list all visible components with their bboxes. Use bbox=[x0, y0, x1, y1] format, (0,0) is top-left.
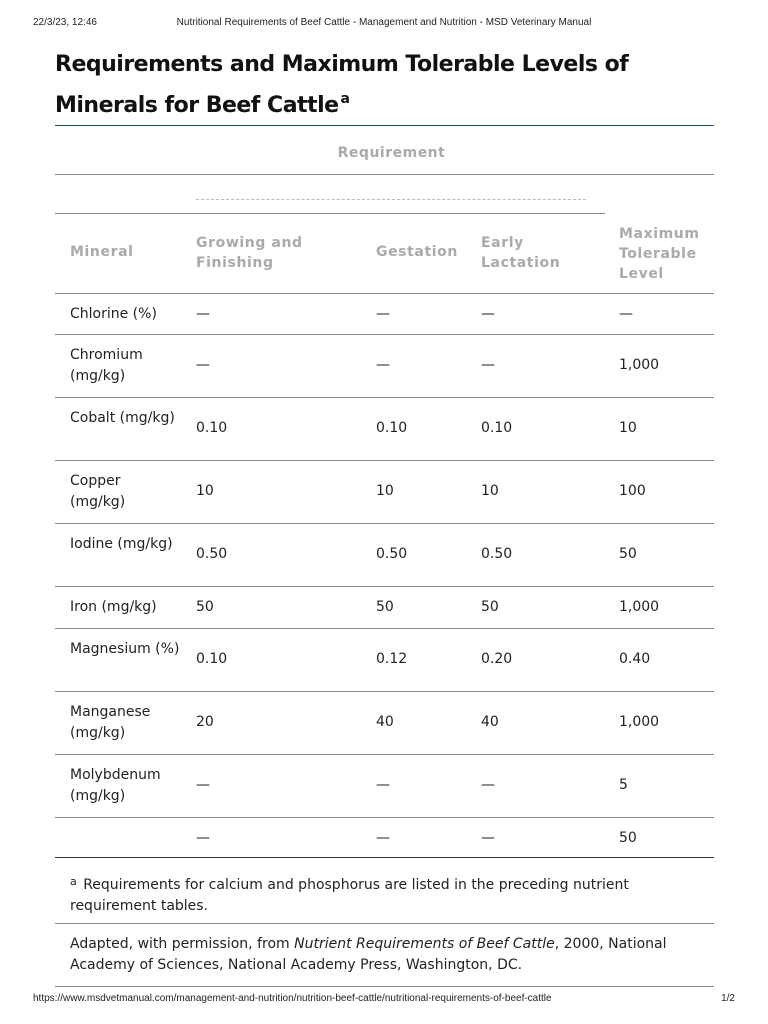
table-rule bbox=[55, 754, 714, 755]
page-number: 1/2 bbox=[721, 993, 735, 1004]
cell-gestation: 40 bbox=[376, 714, 394, 730]
table-rule bbox=[55, 397, 714, 398]
table-rule bbox=[55, 174, 714, 175]
cell-max-tolerable: — bbox=[619, 306, 633, 322]
print-footer bbox=[33, 993, 735, 1007]
header-max-tolerable-level: Maximum Tolerable Level bbox=[619, 226, 700, 282]
cell-early-lactation: 40 bbox=[481, 714, 499, 730]
cell-early-lactation: 50 bbox=[481, 599, 499, 615]
print-header bbox=[33, 17, 735, 31]
title-text: Requirements and Maximum Tolerable Levels of Minerals for Beef Cattle bbox=[55, 52, 629, 118]
cell-mineral: Chromium (mg/kg) bbox=[70, 347, 143, 384]
cell-early-lactation: 10 bbox=[481, 483, 499, 499]
cell-max-tolerable: 1,000 bbox=[619, 714, 660, 730]
group-dashed-divider bbox=[196, 199, 586, 200]
print-url: https://www.msdvetmanual.com/management-and-nutrition/nutrition-beef-cattle/nutritional-requirements-of-beef-cattle bbox=[33, 993, 552, 1004]
cell-max-tolerable: 1,000 bbox=[619, 357, 660, 373]
cell-gestation: 0.50 bbox=[376, 546, 408, 562]
cell-early-lactation: — bbox=[481, 306, 495, 322]
title-divider bbox=[55, 125, 714, 126]
footnote-rule bbox=[55, 923, 714, 924]
cell-max-tolerable: 50 bbox=[619, 546, 637, 562]
cell-mineral: Chlorine (%) bbox=[70, 306, 157, 322]
header-early-lactation: Early Lactation bbox=[481, 235, 561, 271]
cell-early-lactation: 0.10 bbox=[481, 420, 513, 436]
footnote-marker: a bbox=[70, 875, 77, 888]
table-rule bbox=[55, 334, 714, 335]
cell-early-lactation: 0.20 bbox=[481, 651, 513, 667]
cell-max-tolerable: 5 bbox=[619, 777, 628, 793]
cell-growing: 0.10 bbox=[196, 651, 228, 667]
table-rule bbox=[55, 293, 714, 294]
cell-mineral: Iodine (mg/kg) bbox=[70, 536, 173, 552]
cell-gestation: — bbox=[376, 830, 390, 846]
table-rule bbox=[55, 213, 605, 214]
table-rule bbox=[55, 817, 714, 818]
cell-growing: 10 bbox=[196, 483, 214, 499]
header-mineral: Mineral bbox=[70, 244, 134, 260]
footnote-text: Requirements for calcium and phosphorus are listed in the preceding nutrient requirement tables. bbox=[70, 877, 629, 914]
cell-early-lactation: 0.50 bbox=[481, 546, 513, 562]
cell-max-tolerable: 100 bbox=[619, 483, 646, 499]
page-title bbox=[55, 47, 715, 123]
table-rule bbox=[55, 586, 714, 587]
cell-growing: 0.50 bbox=[196, 546, 228, 562]
cell-early-lactation: — bbox=[481, 830, 495, 846]
cell-growing: — bbox=[196, 777, 210, 793]
cell-mineral: Molybdenum (mg/kg) bbox=[70, 767, 161, 804]
cell-growing: 0.10 bbox=[196, 420, 228, 436]
cell-max-tolerable: 0.40 bbox=[619, 651, 651, 667]
table-rule bbox=[55, 460, 714, 461]
source-citation bbox=[70, 934, 670, 976]
table-bottom-rule bbox=[55, 857, 714, 858]
citation-prefix: Adapted, with permission, from bbox=[70, 936, 295, 952]
header-growing-finishing: Growing and Finishing bbox=[196, 235, 303, 271]
cell-mineral: Iron (mg/kg) bbox=[70, 599, 157, 615]
cell-gestation: 10 bbox=[376, 483, 394, 499]
header-gestation: Gestation bbox=[376, 244, 458, 260]
print-timestamp: 22/3/23, 12:46 bbox=[33, 17, 97, 28]
citation-title: Nutrient Requirements of Beef Cattle bbox=[294, 936, 555, 952]
cell-gestation: — bbox=[376, 357, 390, 373]
cell-max-tolerable: 10 bbox=[619, 420, 637, 436]
cell-mineral: Copper (mg/kg) bbox=[70, 473, 126, 510]
cell-growing: 20 bbox=[196, 714, 214, 730]
cell-max-tolerable: 50 bbox=[619, 830, 637, 846]
cell-gestation: 0.10 bbox=[376, 420, 408, 436]
print-document-title: Nutritional Requirements of Beef Cattle - Management and Nutrition - MSD Veterinary Manual bbox=[176, 17, 592, 28]
table-rule bbox=[55, 691, 714, 692]
table-rule bbox=[55, 628, 714, 629]
cell-gestation: 50 bbox=[376, 599, 394, 615]
citation-rule bbox=[55, 986, 714, 987]
table-footnote bbox=[70, 871, 670, 917]
cell-growing: — bbox=[196, 306, 210, 322]
table-rule bbox=[55, 523, 714, 524]
requirement-group-header: Requirement bbox=[337, 145, 446, 161]
cell-growing: 50 bbox=[196, 599, 214, 615]
cell-growing: — bbox=[196, 830, 210, 846]
cell-growing: — bbox=[196, 357, 210, 373]
title-superscript[interactable]: a bbox=[340, 91, 350, 107]
cell-max-tolerable: 1,000 bbox=[619, 599, 660, 615]
cell-gestation: — bbox=[376, 777, 390, 793]
cell-mineral: Manganese (mg/kg) bbox=[70, 704, 151, 741]
cell-early-lactation: — bbox=[481, 777, 495, 793]
cell-mineral: Cobalt (mg/kg) bbox=[70, 410, 175, 426]
cell-mineral: Magnesium (%) bbox=[70, 641, 180, 657]
cell-gestation: — bbox=[376, 306, 390, 322]
citation-suffix: , 2000, National Academy of Sciences, National Academy Press, Washington, DC. bbox=[70, 936, 667, 973]
cell-early-lactation: — bbox=[481, 357, 495, 373]
cell-gestation: 0.12 bbox=[376, 651, 408, 667]
